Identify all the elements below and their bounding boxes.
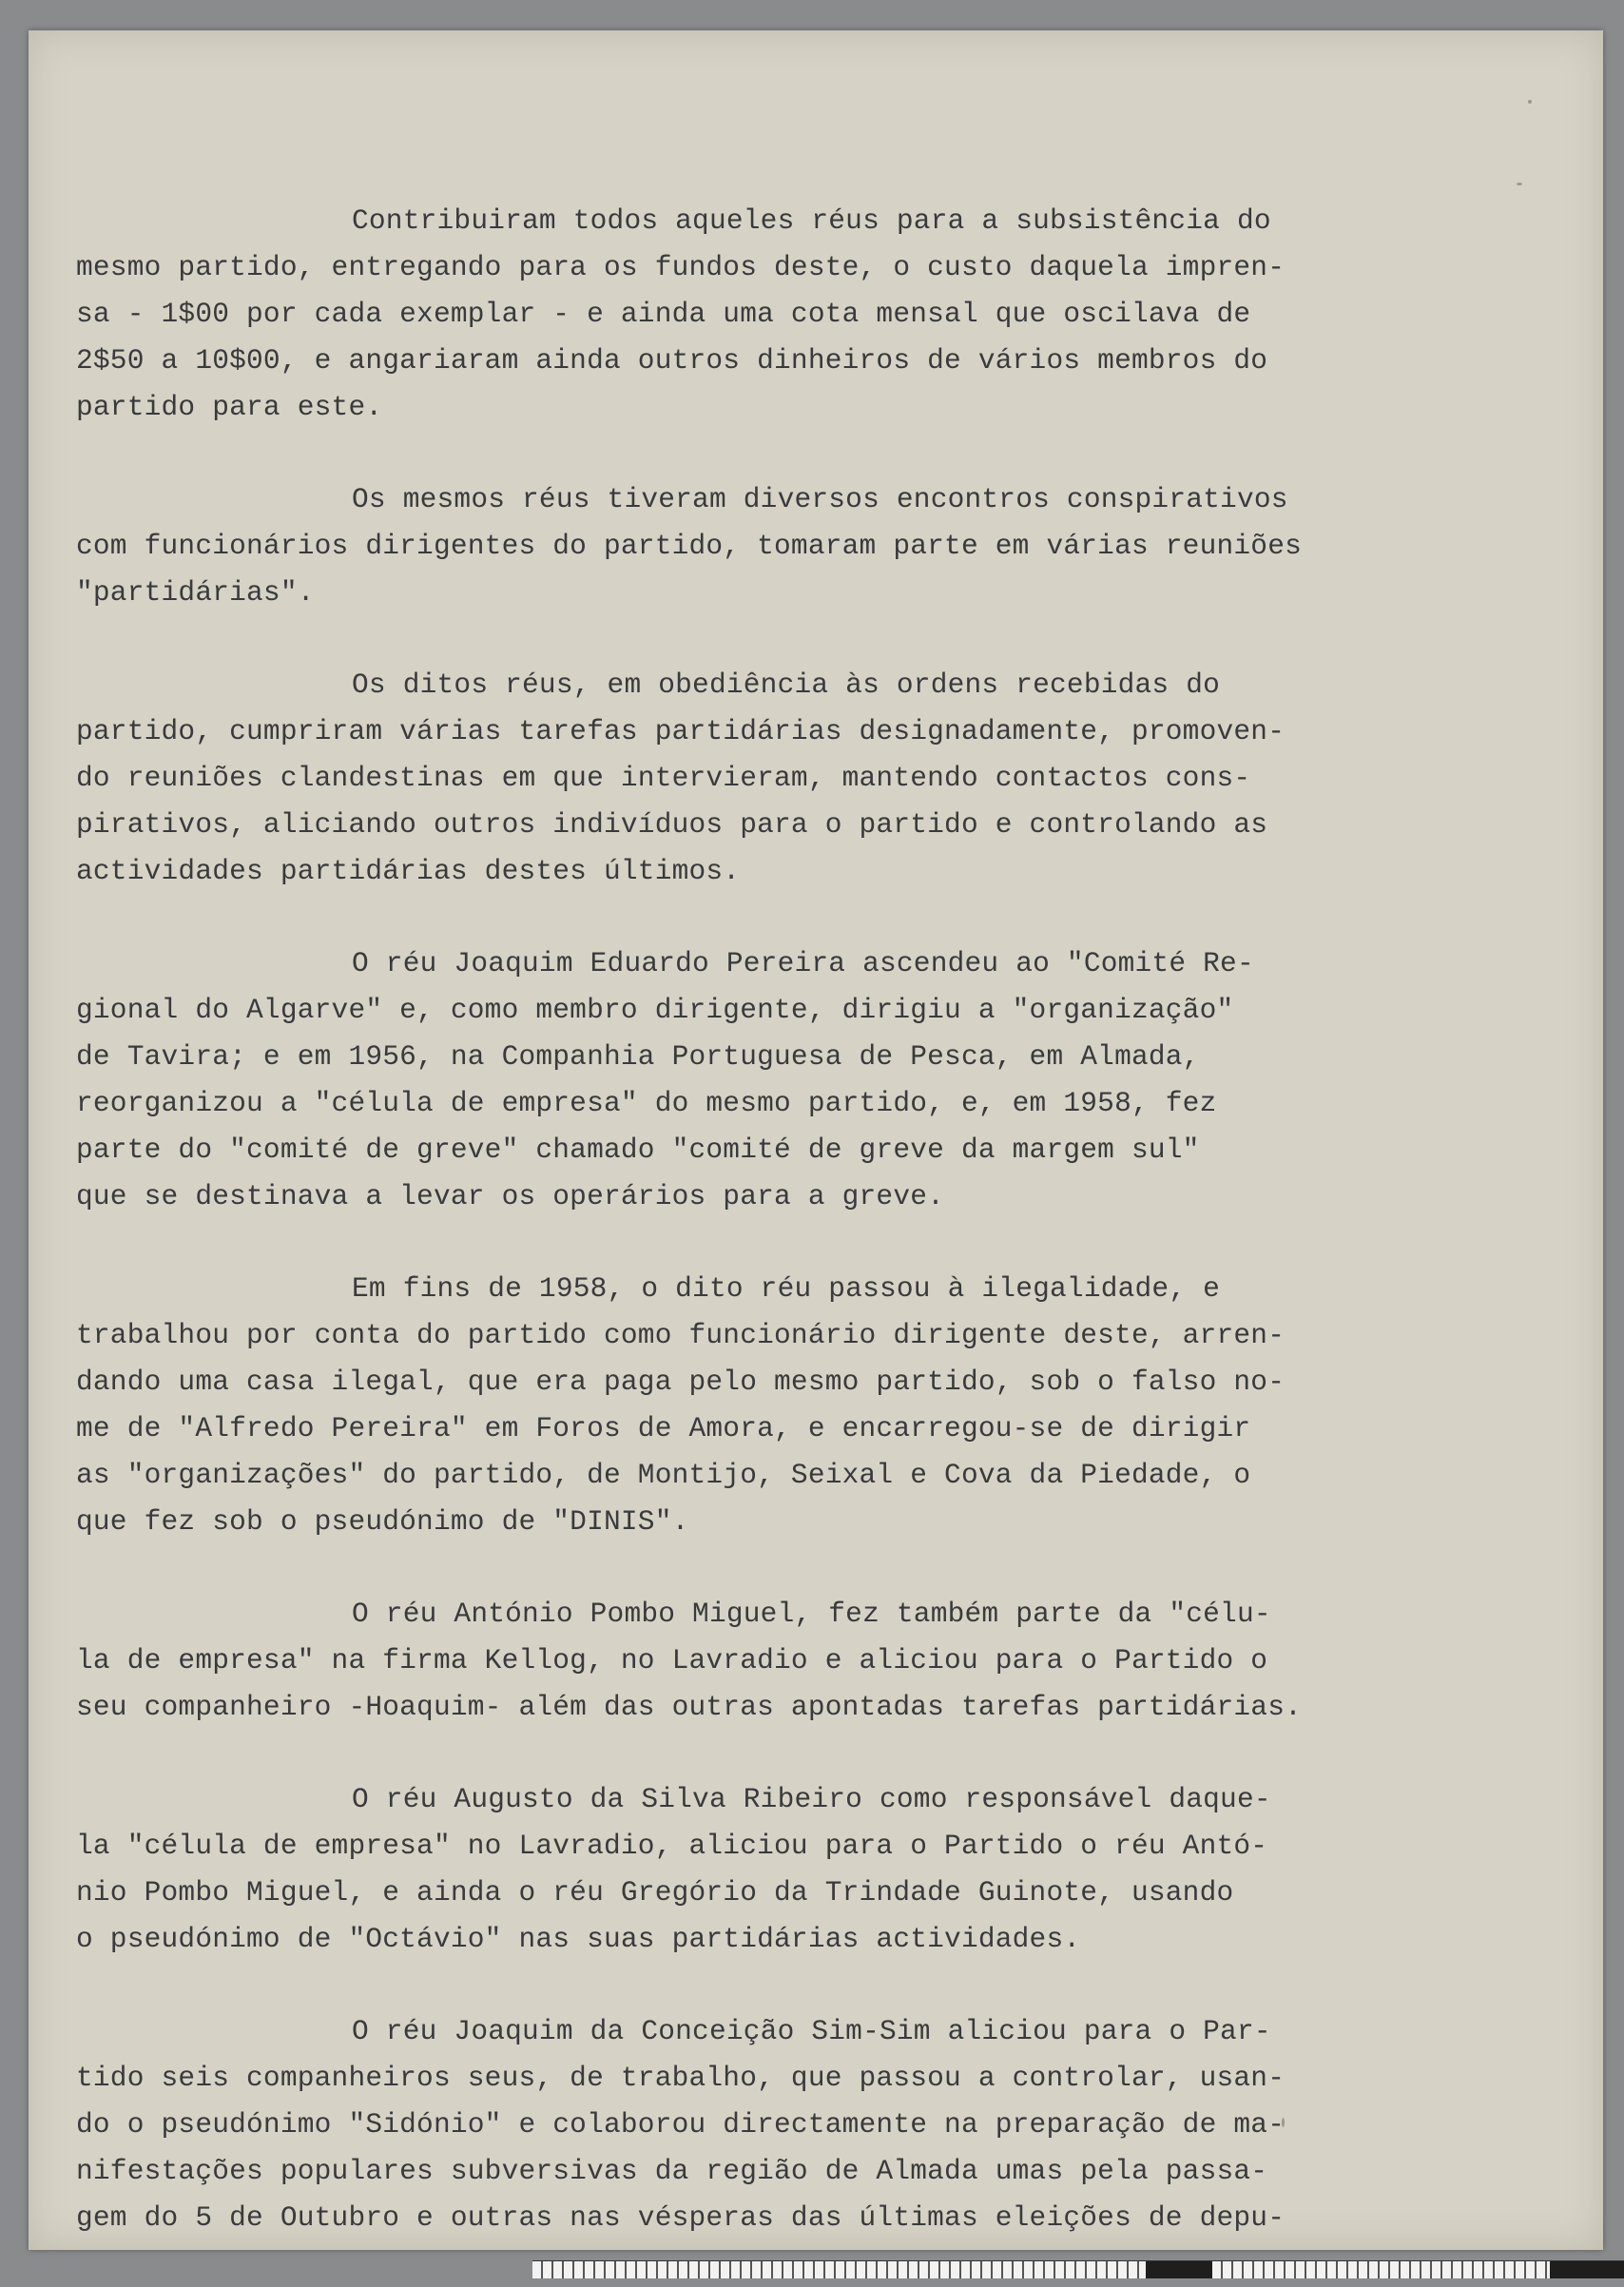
text-line: partido para este. [76,391,383,423]
paragraph-4 [76,940,1350,1220]
text-line: Os mesmos réus tiveram diversos encontros conspirativos [352,483,1288,515]
paragraph-7 [76,1776,1350,1963]
text-line: parte do "comité de greve" chamado "comité de greve da margem sul" [76,1134,1200,1166]
paragraph-8 [76,2008,1350,2241]
text-line: o pseudónimo de "Octávio" nas suas partidárias actividades. [76,1923,1081,1955]
ink-speck [1528,100,1532,104]
paper-sheet [29,30,1603,2250]
text-line: O réu Joaquim da Conceição Sim-Sim aliciou para o Par- [352,2015,1271,2047]
text-line: mesmo partido, entregando para os fundos deste, o custo daquela impren- [76,251,1286,283]
text-line: la "célula de empresa" no Lavradio, aliciou para o Partido o réu Antó- [76,1830,1268,1862]
paragraph-3 [76,662,1350,895]
text-line: seu companheiro -Hoaquim- além das outras apontadas tarefas partidárias. [76,1691,1303,1723]
text-line: O réu Augusto da Silva Ribeiro como responsável daque- [352,1783,1271,1815]
text-line: dando uma casa ilegal, que era paga pelo mesmo partido, sob o falso no- [76,1366,1286,1398]
text-line: com funcionários dirigentes do partido, tomaram parte em várias reuniões [76,530,1303,562]
text-line: Os ditos réus, em obediência às ordens recebidas do [352,669,1221,701]
text-line: O réu António Pombo Miguel, fez também parte da "célu- [352,1598,1271,1630]
text-line: partido, cumpriram várias tarefas partidárias designadamente, promoven- [76,715,1286,747]
scale-bar-dark-segment [1146,2261,1212,2278]
text-line: trabalhou por conta do partido como funcionário dirigente deste, arren- [76,1319,1286,1351]
scan-scale-bar [532,2260,1624,2278]
text-line: as "organizações" do partido, de Montijo, Seixal e Cova da Piedade, o [76,1459,1251,1491]
text-line: "partidárias". [76,576,315,609]
text-line: 2$50 a 10$00, e angariaram ainda outros dinheiros de vários membros do [76,344,1268,377]
text-line: do o pseudónimo "Sidónio" e colaborou directamente na preparação de ma- [76,2108,1286,2141]
paragraph-5 [76,1266,1350,1545]
text-line: que fez sob o pseudónimo de "DINIS". [76,1505,689,1538]
text-line: gional do Algarve" e, como membro dirigente, dirigiu a "organização" [76,994,1234,1026]
text-line: do reuniões clandestinas em que intervieram, mantendo contactos cons- [76,762,1251,794]
paragraph-2 [76,476,1350,616]
text-line: la de empresa" na firma Kellog, no Lavradio e aliciou para o Partido o [76,1644,1268,1676]
scale-bar-dark-segment [1550,2261,1624,2278]
text-line: gem do 5 de Outubro e outras nas vésperas das últimas eleições de depu- [76,2201,1286,2234]
text-line: que se destinava a levar os operários para a greve. [76,1180,945,1212]
text-line: reorganizou a "célula de empresa" do mesmo partido, e, em 1958, fez [76,1087,1217,1119]
text-line: sa - 1$00 por cada exemplar - e ainda uma cota mensal que oscilava de [76,298,1251,330]
text-line: Contribuiram todos aqueles réus para a subsistência do [352,204,1271,237]
text-line: me de "Alfredo Pereira" em Foros de Amora, e encarregou-se de dirigir [76,1412,1251,1444]
text-line: nio Pombo Miguel, e ainda o réu Gregório da Trindade Guinote, usando [76,1876,1234,1909]
text-line: nifestações populares subversivas da região de Almada umas pela passa- [76,2155,1268,2187]
text-line: Em fins de 1958, o dito réu passou à ilegalidade, e [352,1272,1221,1305]
ink-speck [1517,183,1522,185]
text-line: O réu Joaquim Eduardo Pereira ascendeu ao "Comité Re- [352,947,1254,979]
paragraph-1 [76,198,1350,431]
text-line: actividades partidárias destes últimos. [76,855,741,887]
paragraph-6 [76,1591,1350,1731]
text-line: de Tavira; e em 1956, na Companhia Portuguesa de Pesca, em Almada, [76,1040,1200,1073]
typed-text-body [76,198,1350,2287]
text-line: tido seis companheiros seus, de trabalho, que passou a controlar, usan- [76,2062,1286,2094]
text-line: pirativos, aliciando outros indivíduos para o partido e controlando as [76,808,1268,841]
